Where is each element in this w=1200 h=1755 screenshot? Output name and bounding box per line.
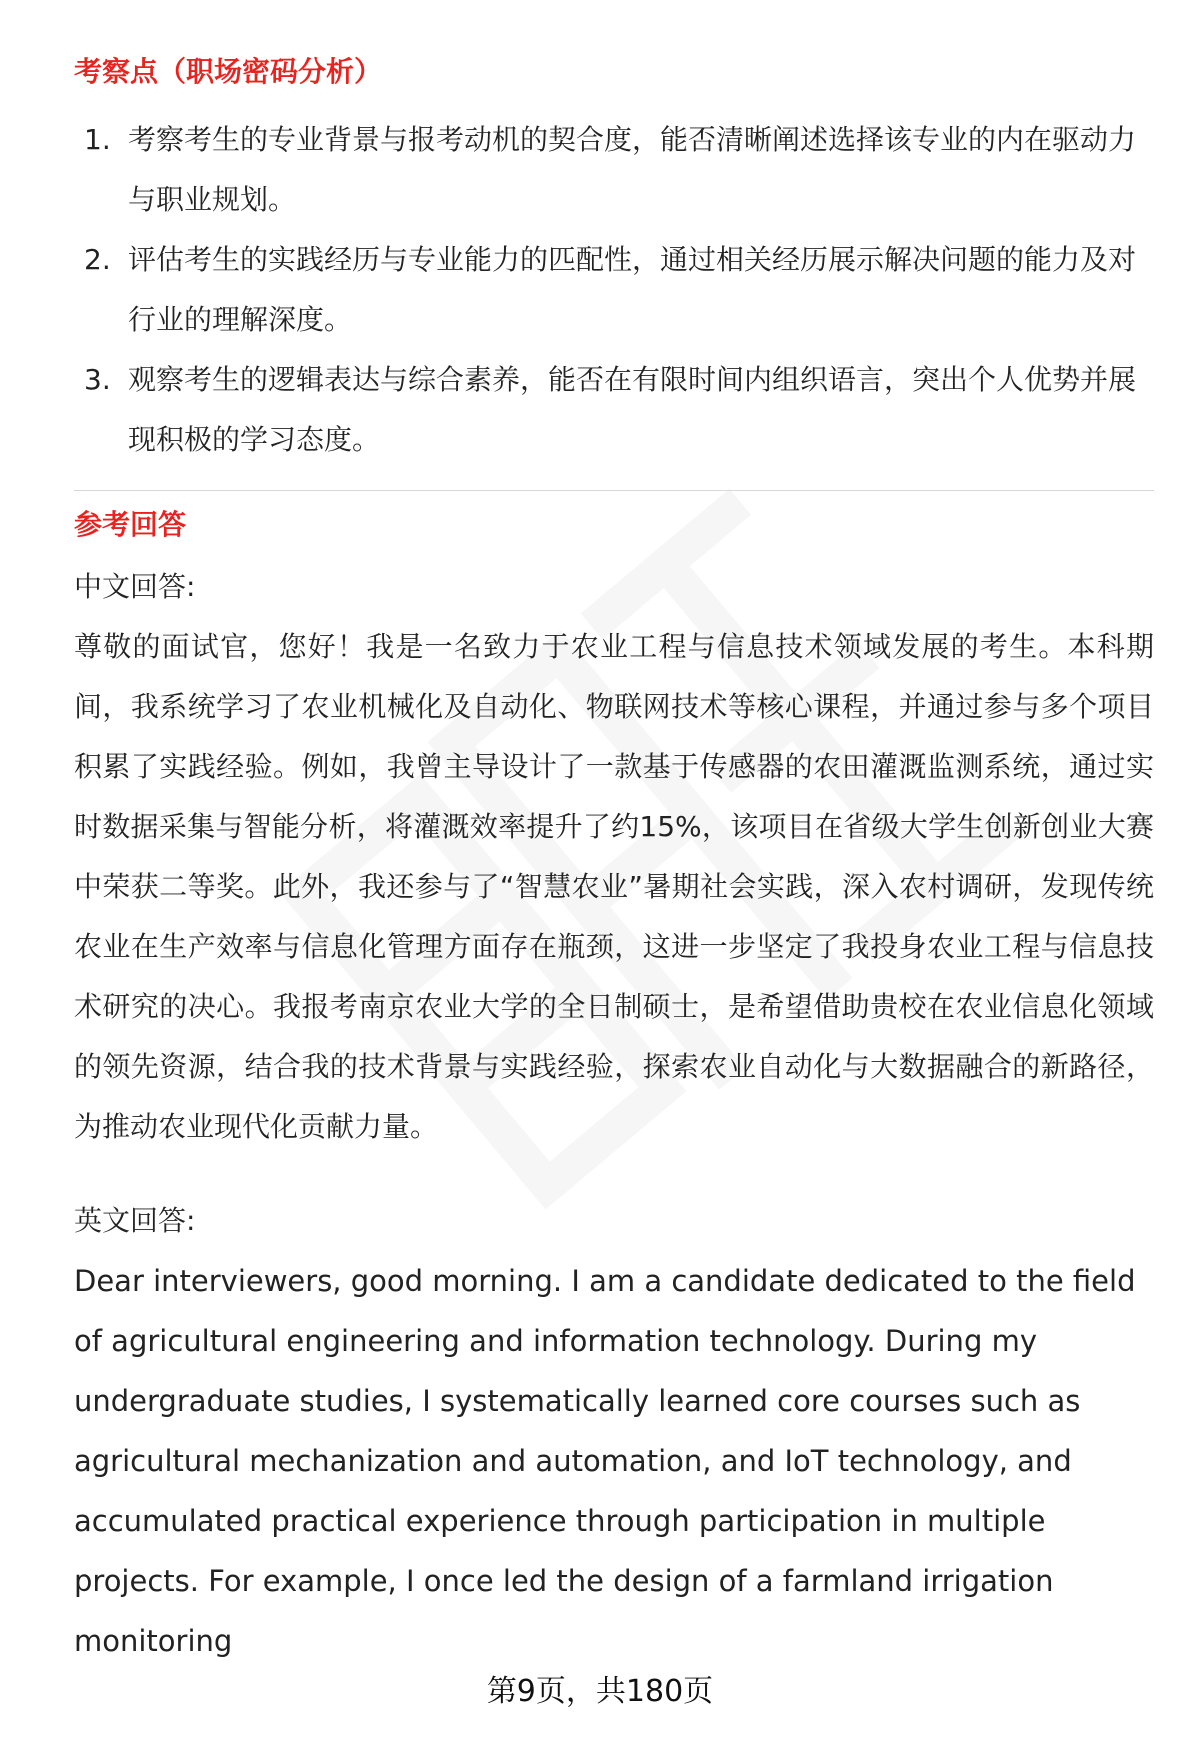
page-number: 第9页，共180页: [486, 1674, 714, 1709]
list-item: [74, 350, 1154, 470]
list-item-text: 观察考生的逻辑表达与综合素养，能否在有限时间内组织语言，突出个人优势并展现积极的学习态度。: [128, 363, 1137, 456]
section-title-assessment: 考察点（职场密码分析）: [74, 55, 383, 88]
list-item-number: 3.: [84, 363, 111, 396]
list-item-number: 2.: [84, 243, 111, 276]
chinese-answer-label: 中文回答:: [74, 570, 196, 603]
section-divider: [74, 490, 1154, 491]
section-title-reference-answer: 参考回答: [74, 508, 187, 541]
spacer: [74, 1157, 1154, 1179]
chinese-answer-text: 尊敬的面试官，您好！我是一名致力于农业工程与信息技术领域发展的考生。本科期间，我系统学习了农业机械化及自动化、物联网技术等核心课程，并通过参与多个项目积累了实践经验。例如，我曾主导设计了一款基于传感器的农田灌溉监测系统，通过实时数据采集与智能分析，将灌溉效率提升了约15%，该项目在省级大学生创新创业大赛中荣获二等奖。此外，我还参与了“智慧农业”暑期社会实践，深入农村调研，发现传统农业在生产效率与信息化管理方面存在瓶颈，这进一步坚定了我投身农业工程与信息技术研究的决心。我报考南京农业大学的全日制硕士，是希望借助贵校在农业信息化领域的领先资源，结合我的技术背景与实践经验，探索农业自动化与大数据融合的新路径，为推动农业现代化贡献力量。: [74, 630, 1154, 1143]
content-area: [74, 52, 1154, 1671]
english-answer-label: 英文回答:: [74, 1204, 196, 1237]
assessment-points-list: [74, 110, 1154, 470]
list-item-text: 考察考生的专业背景与报考动机的契合度，能否清晰阐述选择该专业的内在驱动力与职业规划。: [128, 123, 1137, 216]
list-item-text: 评估考生的实践经历与专业能力的匹配性，通过相关经历展示解决问题的能力及对行业的理解深度。: [128, 243, 1137, 336]
list-item: [74, 230, 1154, 350]
list-item: [74, 110, 1154, 230]
english-answer-text: Dear interviewers, good morning. I am a candidate dedicated to the field of agricultural engineering and information technology. During my undergraduate studies, I systematically learned core courses such as agricultural mechanization and automation, and IoT technology, and accumulated practical experience through participation in multiple projects. For example, I once led the design of a farmland irrigation monitoring: [74, 1264, 1136, 1658]
list-item-number: 1.: [84, 123, 111, 156]
